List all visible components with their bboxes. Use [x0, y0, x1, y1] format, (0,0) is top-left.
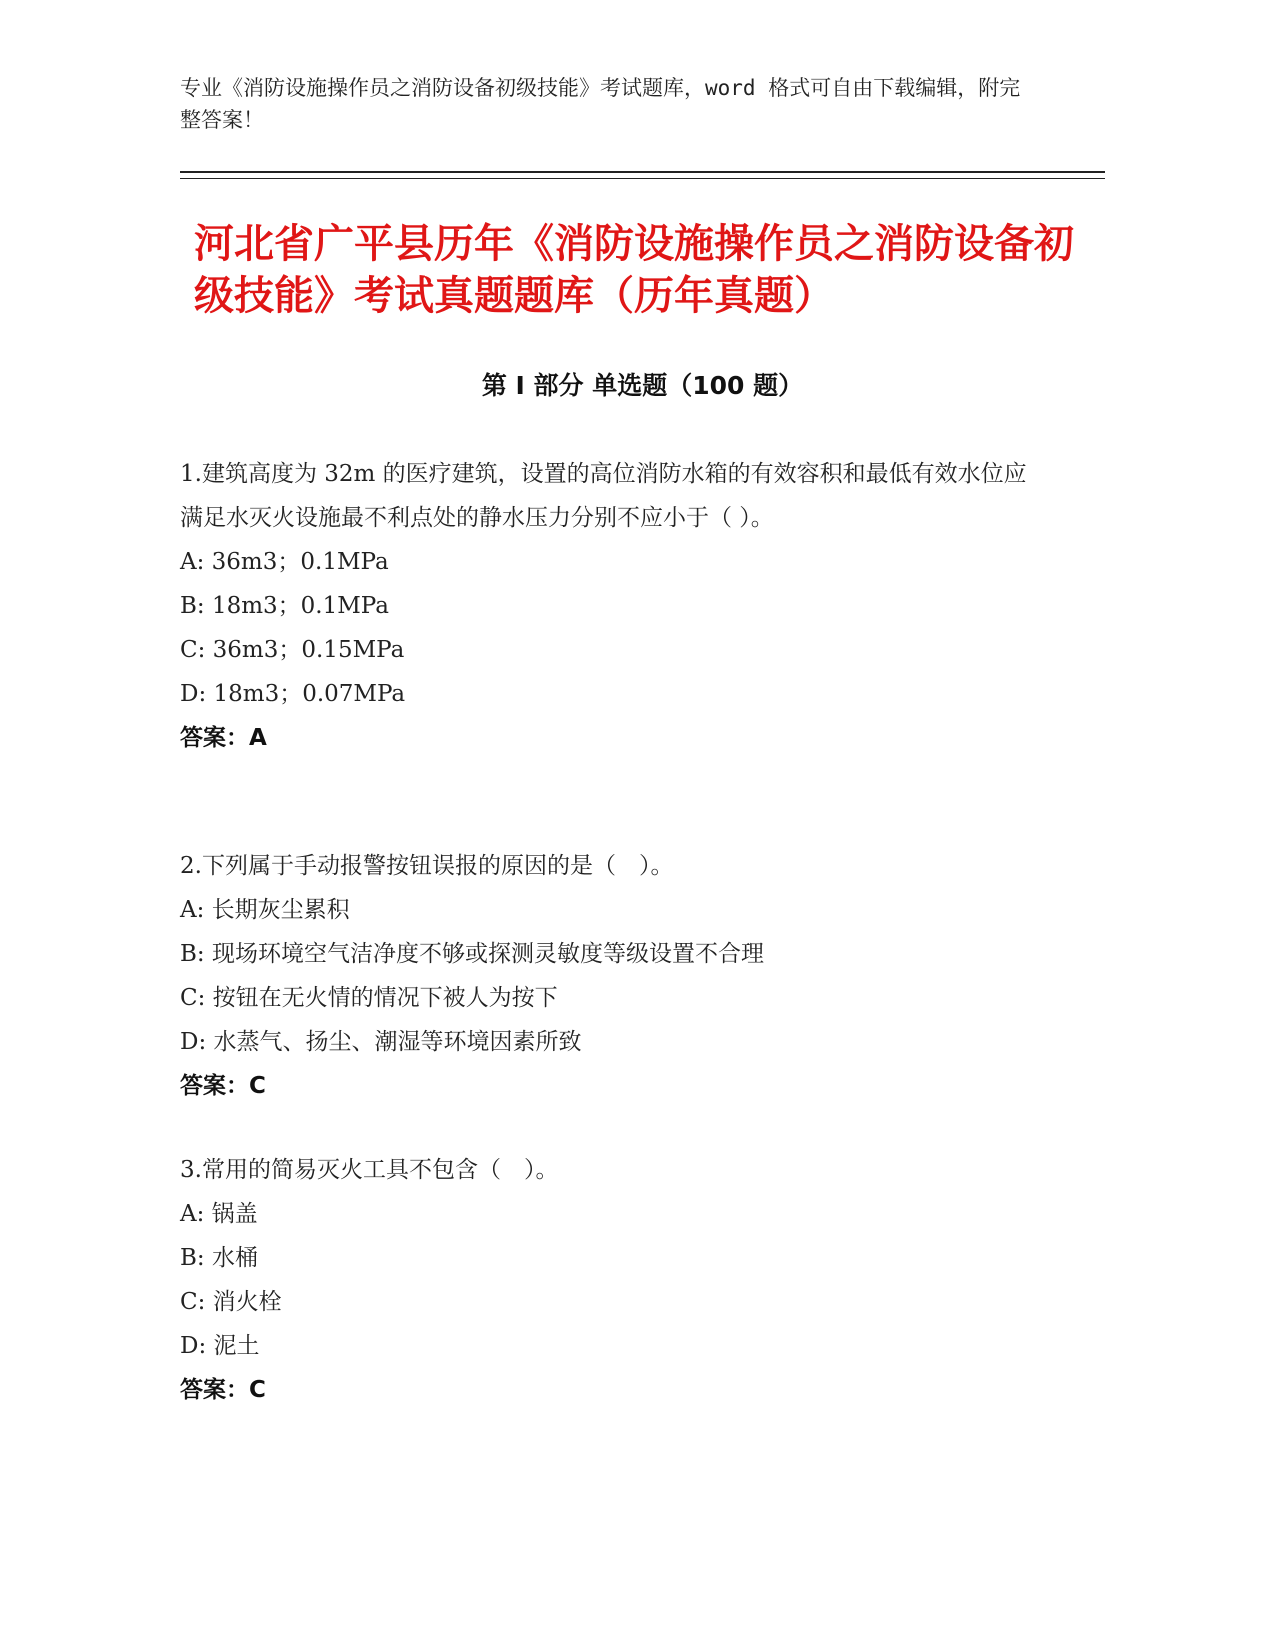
option-d: D: 18m3；0.07MPa	[180, 681, 406, 707]
option-c: C: 36m3；0.15MPa	[180, 637, 405, 663]
header-rule-thick	[180, 171, 1105, 173]
header-rule-thin	[180, 178, 1105, 179]
answer: 答案：A	[180, 725, 267, 751]
option-b: B: 18m3；0.1MPa	[180, 593, 389, 619]
option-c: C: 消火栓	[180, 1289, 282, 1315]
option-a: A: 36m3；0.1MPa	[180, 549, 389, 575]
section-heading: 第 I 部分 单选题（100 题）	[481, 371, 804, 400]
question-stem: 1.建筑高度为 32m 的医疗建筑，设置的高位消防水箱的有效容积和最低有效水位应满足水灭火设施最不利点处的静水压力分别不应小于（ ）。	[180, 461, 1027, 531]
question-2	[180, 844, 1030, 1108]
answer: 答案：C	[180, 1377, 266, 1403]
question-1	[180, 452, 1030, 760]
option-d: D: 水蒸气、扬尘、潮湿等环境因素所致	[180, 1029, 582, 1055]
option-c: C: 按钮在无火情的情况下被人为按下	[180, 985, 558, 1011]
question-3	[180, 1148, 1030, 1412]
option-b: B: 现场环境空气洁净度不够或探测灵敏度等级设置不合理	[180, 941, 764, 967]
option-a: A: 锅盖	[180, 1201, 258, 1227]
document-title: 河北省广平县历年《消防设施操作员之消防设备初级技能》考试真题题库（历年真题）	[194, 221, 1074, 319]
question-stem: 2.下列属于手动报警按钮误报的原因的是（ ）。	[180, 853, 674, 879]
answer: 答案：C	[180, 1073, 266, 1099]
option-a: A: 长期灰尘累积	[180, 897, 350, 923]
header-note: 专业《消防设施操作员之消防设备初级技能》考试题库，word 格式可自由下载编辑，附完整答案！	[180, 76, 1021, 132]
option-b: B: 水桶	[180, 1245, 258, 1271]
option-d: D: 泥土	[180, 1333, 260, 1359]
question-stem: 3.常用的简易灭火工具不包含（ ）。	[180, 1157, 559, 1183]
